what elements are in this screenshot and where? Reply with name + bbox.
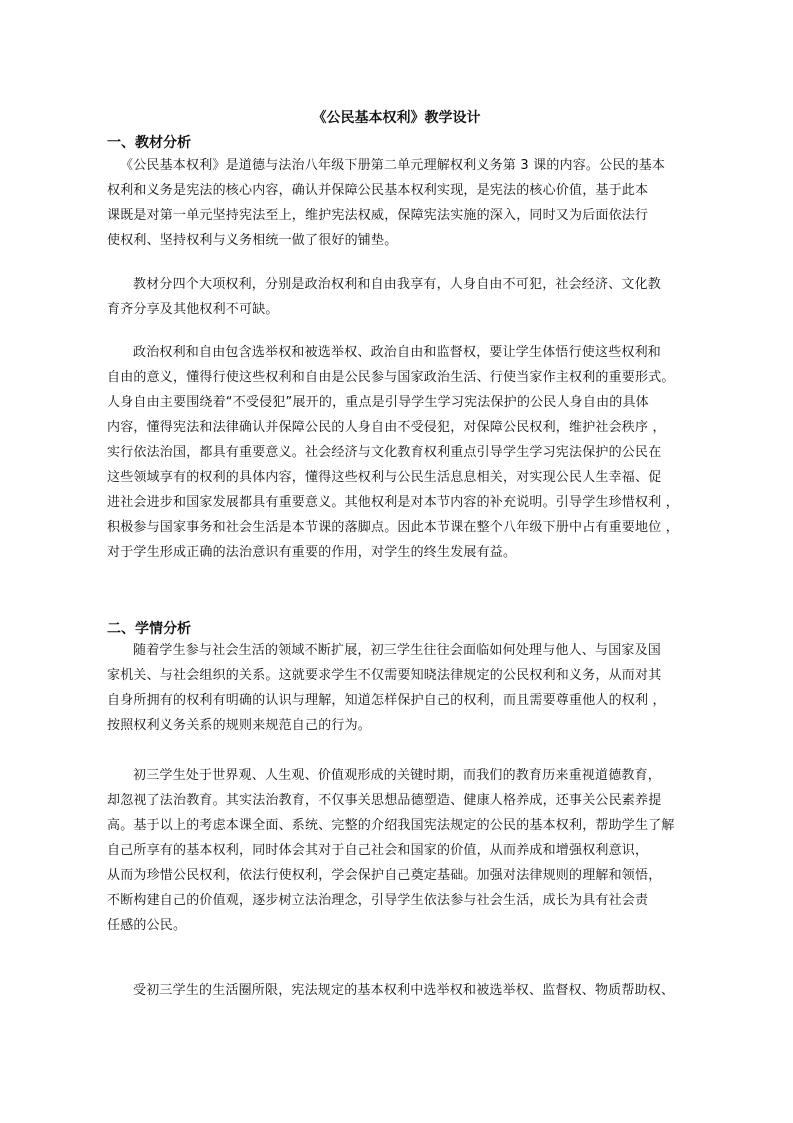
text-line: 不断构建自己的价值观，逐步树立法治理念，引导学生依法参与社会生活，成长为具有社会责 — [107, 893, 649, 908]
text-line: 政治权利和自由包含选举权和被选举权、政治自由和监督权，要让学生体悟行使这些权利和 — [133, 345, 662, 360]
text-line: 积极参与国家事务和社会生活是本节课的落脚点。因此本节课在整个八年级下册中占有重要地位 ， — [107, 520, 679, 535]
text-line: 实行依法治国，都具有重要意义。社会经济与文化教育权利重点引导学生学习宪法保护的公民在 — [107, 445, 662, 460]
text-line: 初三学生处于世界观、人生观、价值观形成的关键时期，而我们的教育历来重视道德教育， — [133, 768, 662, 783]
text-line: 人身自由主要围绕着“不受侵犯”展开的，重点是引导学生学习宪法保护的公民人身自由的具体 — [107, 395, 649, 410]
text-line: 高。基于以上的考虑本课全面、系统、完整的介绍我国宪法规定的公民的基本权利，帮助学生了解 — [107, 818, 675, 833]
paragraph — [107, 638, 687, 738]
section-heading-student-analysis: 二、学情分析 — [107, 621, 191, 637]
document-title: 《公民基本权利》教学设计 — [312, 110, 481, 126]
text-line: 内容，懂得宪法和法律确认并保障公民的人身自由不受侵犯，对保障公民权利，维护社会秩序 ， — [107, 420, 666, 435]
text-line: 按照权利义务关系的规则来规范自己的行为。 — [107, 718, 372, 733]
text-line: 家机关、与社会组织的关系。这就要求学生不仅需要知晓法律规定的公民权利和义务，从而对其 — [107, 668, 662, 683]
paragraph — [107, 340, 687, 565]
text-line: 这些领域享有的权利的具体内容，懂得这些权利与公民生活息息相关，对实现公民人生幸福、促 — [107, 470, 662, 485]
text-line: 任感的公民。 — [107, 918, 187, 933]
text-line: 自身所拥有的权利有明确的认识与理解，知道怎样保护自己的权利，而且需要尊重他人的权利 ， — [107, 693, 666, 708]
paragraph — [107, 978, 687, 1003]
text-line: 随着学生参与社会生活的领域不断扩展，初三学生往往会面临如何处理与他人、与国家及国 — [133, 643, 662, 658]
paragraph — [107, 153, 687, 253]
paragraph — [107, 272, 687, 322]
text-line: 进社会进步和国家发展都具有重要意义。其他权利是对本节内容的补充说明。引导学生珍惜权利 ， — [107, 495, 679, 510]
text-line: 自己所享有的基本权利，同时体会其对于自己社会和国家的价值，从而养成和增强权利意识， — [107, 843, 649, 858]
text-line: 自由的意义，懂得行使这些权利和自由是公民参与国家政治生活、行使当家作主权利的重要形式。 — [107, 370, 675, 385]
text-line: 教材分四个大项权利，分别是政治权利和自由我享有，人身自由不可犯，社会经济、文化教 — [133, 277, 662, 292]
paragraph — [107, 763, 687, 938]
text-line: 使权利、坚持权利与义务相统一做了很好的铺垫。 — [107, 233, 398, 248]
text-line: 对于学生形成正确的法治意识有重要的作用，对学生的终生发展有益。 — [107, 545, 517, 560]
text-line: 受初三学生的生活圈所限，宪法规定的基本权利中选举权和被选举权、监督权、物质帮助权、 — [133, 983, 675, 998]
text-line: 从而为珍惜公民权利，依法行使权利，学会保护自己奠定基础。加强对法律规则的理解和领悟， — [107, 868, 662, 883]
text-line: 权利和义务是宪法的核心内容，确认并保障公民基本权利实现，是宪法的核心价值，基于此本 — [107, 183, 649, 198]
text-line: 却忽视了法治教育。其实法治教育，不仅事关思想品德塑造、健康人格养成，还事关公民素养提 — [107, 793, 662, 808]
text-line: 课既是对第一单元坚持宪法至上，维护宪法权威，保障宪法实施的深入，同时又为后面依法行 — [107, 208, 649, 223]
section-heading-textbook-analysis: 一、教材分析 — [107, 135, 191, 151]
text-line: 《公民基本权利》是道德与法治八年级下册第二单元理解权利义务第 3 课的内容。公民的基本 — [120, 158, 666, 173]
text-line: 育齐分享及其他权利不可缺。 — [107, 302, 279, 317]
